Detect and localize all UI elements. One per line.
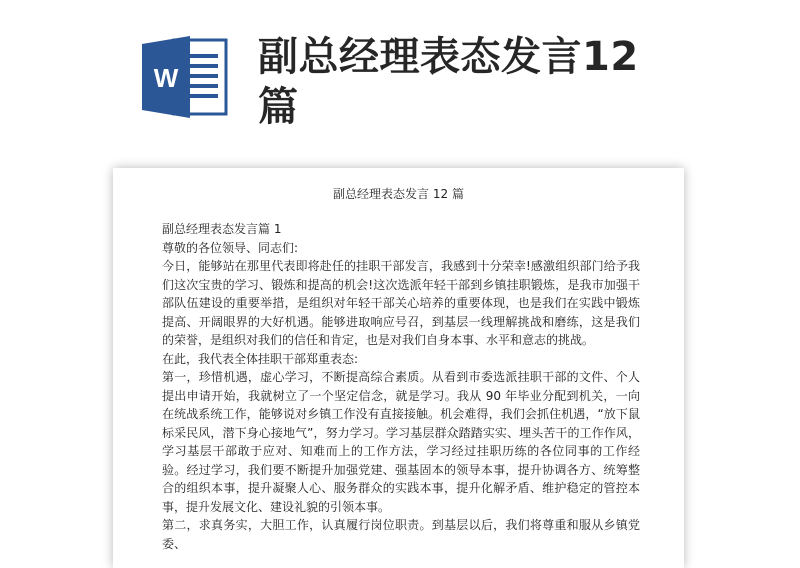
page-title: 副总经理表态发言12篇 bbox=[258, 34, 639, 130]
page-header bbox=[0, 0, 800, 160]
document-paragraph: 在此，我代表全体挂职干部郑重表态: bbox=[162, 351, 359, 366]
document-paragraph: 副总经理表态发言篇 1 bbox=[162, 222, 282, 236]
word-icon-letter: W bbox=[153, 63, 179, 93]
document-heading: 副总经理表态发言 12 篇 bbox=[333, 187, 464, 201]
document-paragraph: 尊敬的各位领导、同志们: bbox=[162, 240, 299, 255]
document-paragraph: 今日，能够站在那里代表即将赴任的挂职干部发言，我感到十分荣幸!感激组织部门给予我们这次宝贵的学习、锻炼和提高的机会!这次选派年轻干部到乡镇挂职锻炼，是我市加强干部队伍建设的重要举措，是组织对年轻干部关心培养的重要体现，也是我们在实践中锻炼提高、开阔眼界的大好机遇。能够进取响应号召，到基层一线理解挑战和磨练，这是我们的荣誉，是组织对我们的信任和肯定，也是对我们自身本事、水平和意志的挑战。 bbox=[162, 259, 640, 347]
document-paragraph: 第二，求真务实，大胆工作，认真履行岗位职责。到基层以后，我们将尊重和服从乡镇党委、 bbox=[162, 518, 640, 551]
document-page bbox=[113, 168, 684, 568]
document-paragraph: 第一，珍惜机遇，虚心学习，不断提高综合素质。从看到市委选派挂职干部的文件、个人提出申请开始，我就树立了一个坚定信念，就是学习。我从 90 年毕业分配到机关，一向在统战系统工作，能够说对乡镇工作没有直接接触。机会难得，我们会抓住机遇，“放下鼠标采民风，潜下身心接地气”，努力学习。学习基层群众踏踏实实、埋头苦干的工作作风，学习基层干部敢于应对、知难而上的工作方法，学习经过挂职历练的各位同事的工作经验。经过学习，我们要不断提升加强党建、强基固本的领导本事，提升协调各方、统筹整合的组织本事，提升凝聚人心、服务群众的实践本事，提升化解矛盾、维护稳定的管控本事，提升发展文化、建设礼貌的引领本事。 bbox=[162, 370, 640, 514]
document-body bbox=[162, 220, 640, 553]
word-document-icon bbox=[140, 34, 232, 120]
